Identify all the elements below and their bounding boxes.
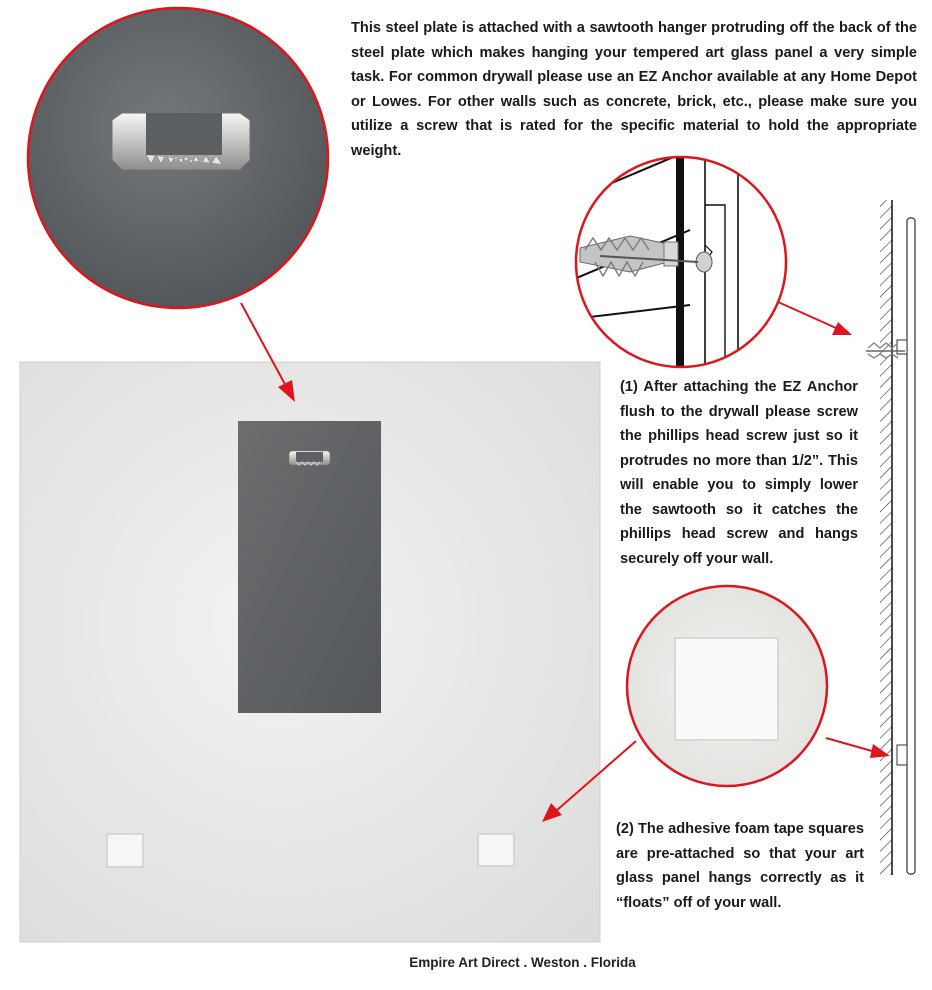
intro-paragraph: This steel plate is attached with a sawtooth hanger protruding off the back of the steel plate which makes hanging your tempered art glass panel a very simple task. For common drywall please use an EZ Anchor available at any Home Depot or Lowes. For other walls such as concrete, brick, etc., please make sure you utilize a screw that is rated for the specific material to hold the appropriate weight. bbox=[351, 20, 917, 159]
foam-zoom-callout bbox=[627, 586, 827, 786]
sawtooth-hanger-closeup bbox=[112, 113, 250, 170]
footer-credit bbox=[0, 955, 932, 970]
step-1-instructions: (1) After attaching the EZ Anchor flush to the drywall please screw the phillips head screw just so it protrudes no more than 1/2”. This will enable you to simply lower the sawtooth so it catches the phillips head screw and hangs securely off your wall. bbox=[620, 379, 858, 567]
hanger-zoom-callout bbox=[28, 8, 328, 308]
sawtooth-hanger-small bbox=[289, 451, 330, 465]
arrow-anchor-to-wall bbox=[778, 302, 852, 335]
foam-square-right bbox=[478, 834, 514, 866]
foam-square-left bbox=[107, 834, 143, 867]
footer-text: Empire Art Direct . Weston . Florida bbox=[409, 955, 636, 970]
step-2-instructions: (2) The adhesive foam tape squares are pre-attached so that your art glass panel hangs correctly as it “floats” off of your wall. bbox=[616, 821, 864, 911]
wall-side-diagram bbox=[866, 200, 915, 875]
intro-description bbox=[351, 16, 917, 163]
anchor-zoom-callout bbox=[560, 150, 786, 370]
